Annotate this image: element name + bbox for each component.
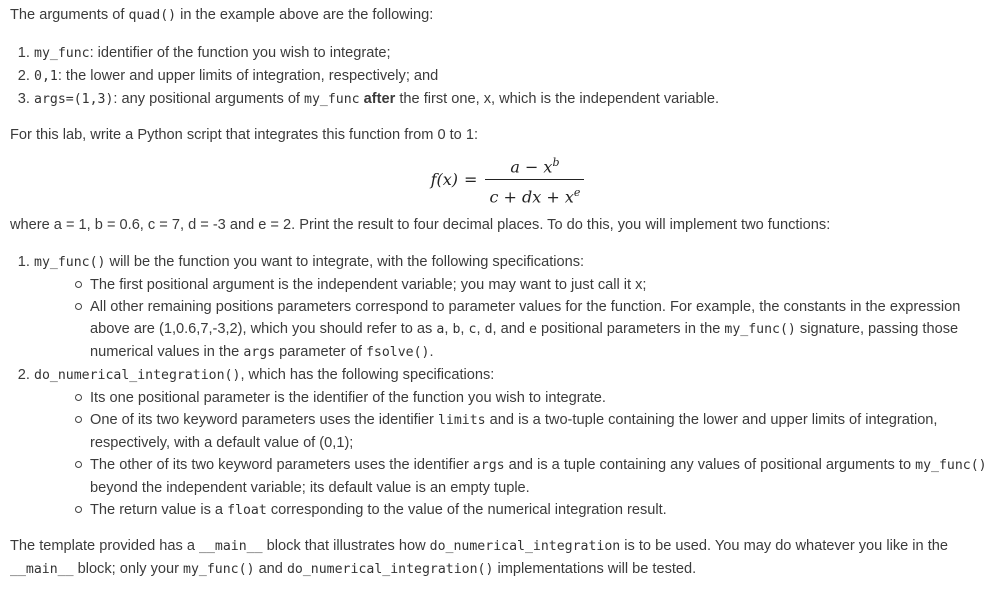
list-item-text: the first one, x, which is the independent variable. [395,91,719,107]
list-item [34,88,989,111]
code-a: a [436,322,445,337]
code-my-func: my_func() [915,458,987,473]
sep: , [444,321,453,337]
intro-text-end: in the example above are the following: [176,7,434,23]
closing-paragraph [10,535,989,581]
list-item-my-func [34,251,989,364]
spec-text: corresponding to the value of the numerical integration result. [266,502,667,518]
code-b: b [452,322,461,337]
closing-text: The template provided has a [10,538,200,554]
code-args: args=(1,3) [34,92,114,107]
functions-list [10,251,989,522]
list-item [34,42,989,65]
spec-text: parameter of [275,344,366,360]
formula-denominator [485,179,584,208]
code-do-numerical-integration: do_numerical_integration() [286,562,494,577]
denominator-exponent: e [573,186,581,199]
params-paragraph: where a = 1, b = 0.6, c = 7, d = -3 and e = 2. Print the result to four decimal places. To do this, you will implement two functions: [10,217,831,233]
spec-item [90,499,989,522]
formula [10,146,989,214]
formula-equals: = [464,170,478,189]
code-e: e [529,322,537,337]
list-item [34,65,989,88]
formula-numerator [506,152,563,179]
spec-item: Its one positional parameter is the identifier of the function you wish to integrate. [90,387,989,409]
my-func-specs [34,274,989,364]
spec-item: The first positional argument is the independent variable; you may want to just call it x; [90,274,989,296]
intro-text: The arguments of [10,7,129,23]
spec-text: signature, passing those numerical values in the [90,321,959,360]
code-quad: quad() [128,8,177,23]
denominator-text: c + dx + x [489,187,574,207]
spec-text: positional parameters in the [537,321,725,337]
sep: , [476,321,485,337]
code-do-numerical-integration: do_numerical_integration [429,539,621,554]
code-my-func: my_func [304,92,360,107]
spec-item [90,296,989,364]
code-args: args [243,345,276,360]
closing-text: implementations will be tested. [493,561,697,577]
list-item-text: : identifier of the function you wish to integrate; [89,45,391,61]
code-main: __main__ [10,562,74,577]
integration-specs [34,387,989,522]
bold-after: after [359,91,396,107]
args-list [10,42,989,111]
list-item-do-numerical-integration [34,364,989,522]
code-my-func: my_func() [724,322,796,337]
spec-item [90,409,989,454]
spec-text: and is a two-tuple containing the lower and upper limits of integration, respectively, with a default value of (0,1); [90,412,938,451]
closing-text: and [254,561,287,577]
closing-text: block that illustrates how [262,538,430,554]
closing-text: is to be used. You may do whatever you like in the [620,538,948,554]
intro-paragraph [10,4,989,27]
spec-text: . [429,344,434,360]
list-item-text: will be the function you want to integrate, with the following specifications: [105,254,585,270]
code-my-func: my_func [34,46,90,61]
spec-text: The return value is a [90,502,228,518]
code-fsolve: fsolve() [365,345,430,360]
list-item-text: : the lower and upper limits of integration, respectively; and [57,68,439,84]
list-item-text: : any positional arguments of [113,91,305,107]
code-args: args [472,458,505,473]
code-my-func: my_func() [183,562,255,577]
code-d: d [484,322,493,337]
numerator-text: a − x [510,157,553,176]
closing-text: block; only your [73,561,184,577]
code-limits: 0,1 [34,69,58,84]
lab-intro: For this lab, write a Python script that integrates this function from 0 to 1: [10,127,479,143]
spec-text: and is a tuple containing any values of positional arguments to [504,457,916,473]
spec-text: beyond the independent variable; its default value is an empty tuple. [90,480,530,496]
sep: , and [492,321,530,337]
code-float: float [227,503,267,518]
code-c: c [468,322,477,337]
code-do-numerical-integration: do_numerical_integration() [34,368,241,383]
spec-text: One of its two keyword parameters uses the identifier [90,412,438,428]
spec-text: The other of its two keyword parameters uses the identifier [90,457,473,473]
formula-fraction [485,152,584,209]
spec-item [90,454,989,499]
code-main: __main__ [199,539,263,554]
code-limits: limits [437,413,486,428]
formula-lhs: f(x) [430,170,459,189]
list-item-text: , which has the following specifications: [240,367,495,383]
code-my-func: my_func() [34,255,106,270]
spec-text: All other remaining positions parameters correspond to parameter values for the function. For example, the constants in the expression above are (1,0.6,7,-3,2), which you should refer to as [90,299,961,337]
numerator-exponent: b [552,155,560,169]
sep: , [460,321,469,337]
